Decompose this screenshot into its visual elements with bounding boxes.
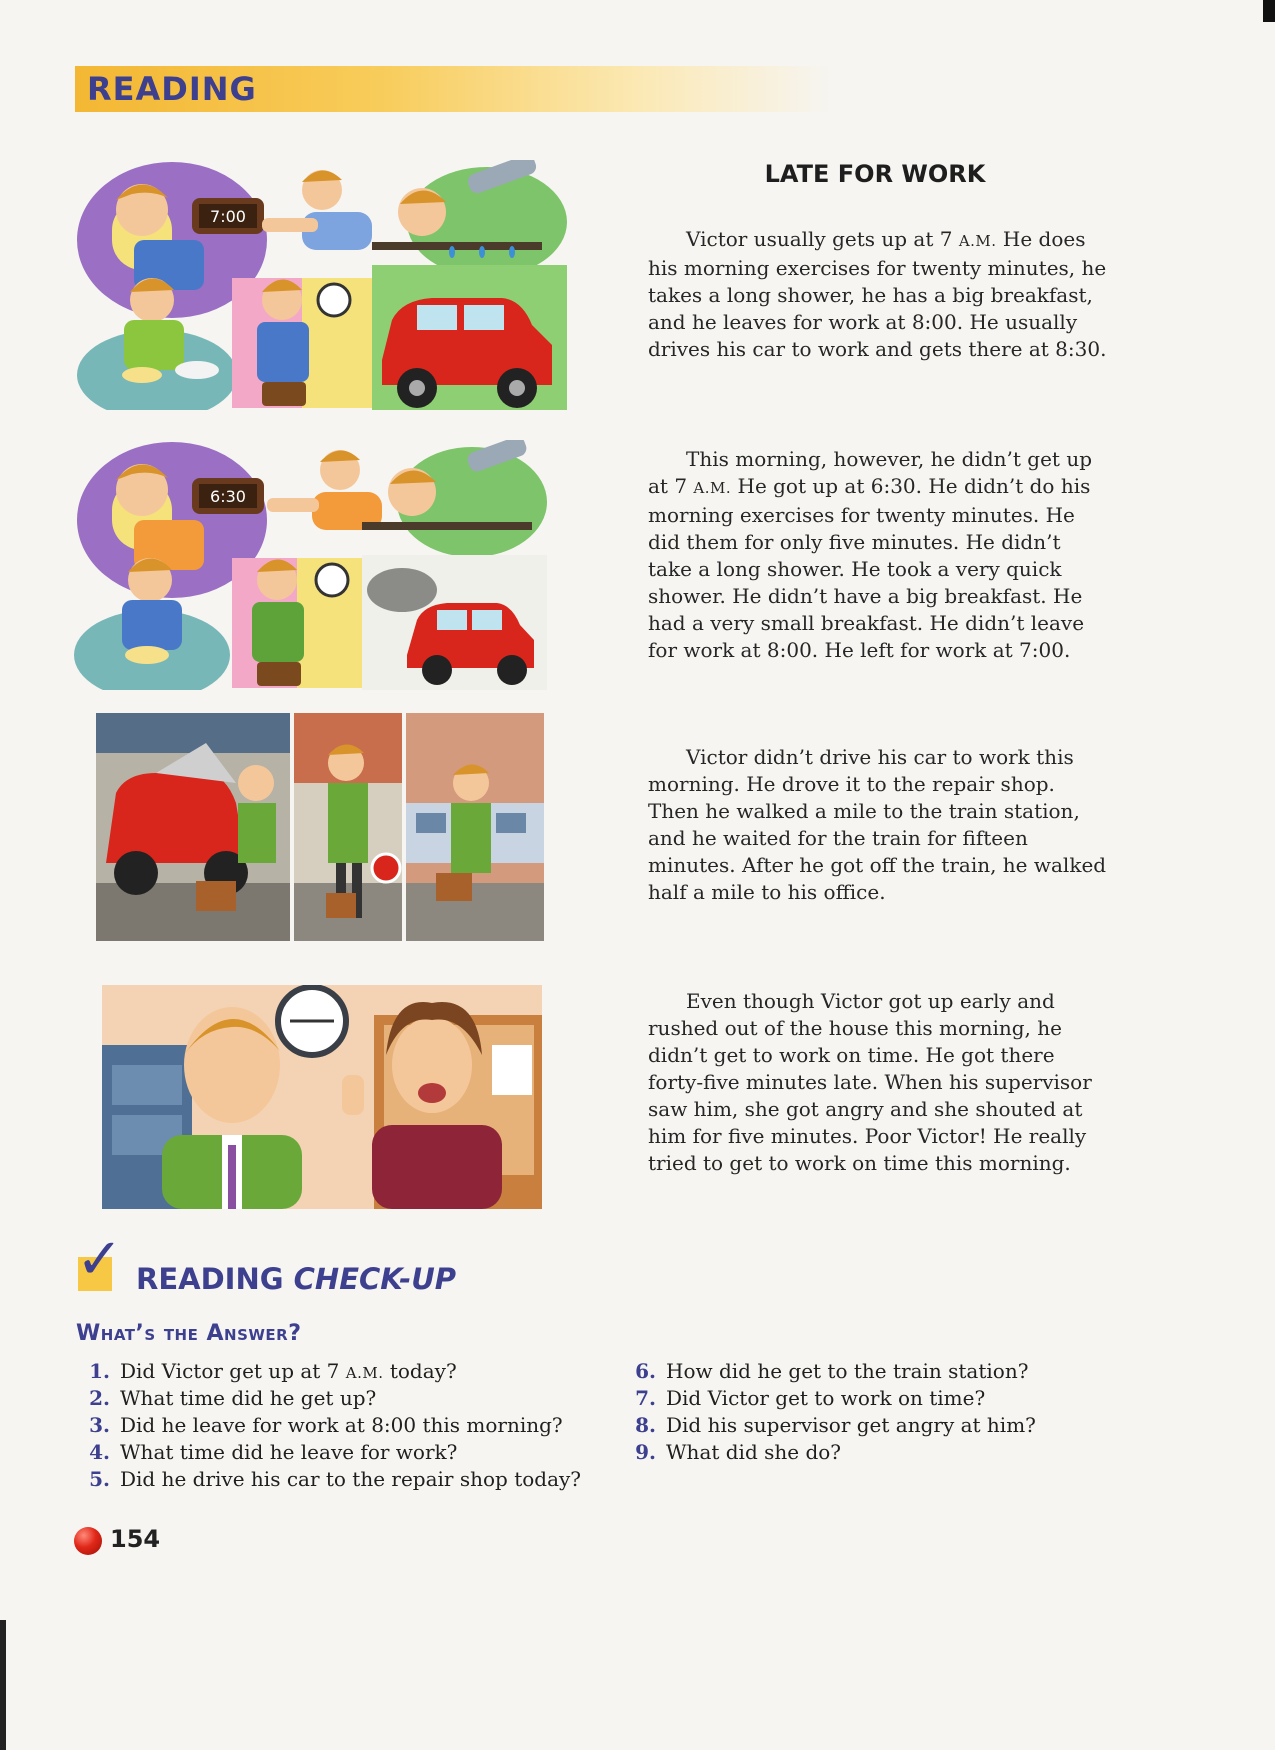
story-paragraph-2: This morning, however, he didn’t get up at 7 A.M. He got up at 6:30. He didn’t do his morning exercises for twenty minutes. He did them for only five minutes. He didn’t take a long shower. He took a very quick shower. He didn’t have a big breakfast. He had a very small breakfast. He didn’t leave for work at 8:00. He left for work at 7:00. bbox=[648, 447, 1092, 662]
question-item: 5. Did he drive his car to the repair shop today? bbox=[89, 1467, 582, 1491]
illustration-this-morning bbox=[72, 440, 547, 690]
page-edge-shadow bbox=[0, 1620, 6, 1750]
reading-checkup-title: READING CHECK-UP bbox=[136, 1262, 457, 1296]
red-dot-icon bbox=[74, 1527, 102, 1555]
question-item: 9. What did she do? bbox=[635, 1440, 842, 1464]
question-item: 2. What time did he get up? bbox=[89, 1386, 377, 1410]
alarm-clock-time-1: 7:00 bbox=[210, 207, 246, 226]
question-item: 4. What time did he leave for work? bbox=[89, 1440, 458, 1464]
story-title: LATE FOR WORK bbox=[764, 160, 986, 188]
question-item: 8. Did his supervisor get angry at him? bbox=[635, 1413, 1036, 1437]
whats-the-answer-subhead: What’s the Answer? bbox=[76, 1321, 302, 1346]
section-label: READING bbox=[87, 70, 257, 108]
illustration-office-supervisor bbox=[102, 985, 542, 1209]
check-mark-icon: ✓ bbox=[76, 1227, 123, 1292]
question-item: 3. Did he leave for work at 8:00 this morning? bbox=[89, 1413, 563, 1437]
story-paragraph-3: Victor didn’t drive his car to work this morning. He drove it to the repair shop. Then he walked a mile to the train station, and he waited for the train for fifteen minutes. After he got off the train, he walked half a mile to his office. bbox=[648, 745, 1107, 904]
section-header-band bbox=[75, 66, 835, 112]
questions-left-column bbox=[72, 1358, 581, 1493]
story-paragraph-4: Even though Victor got up early and rushed out of the house this morning, he didn’t get to work on time. He got there forty-five minutes late. When his supervisor saw him, she got angry and she shouted at him for five minutes. Poor Victor! He really tried to get to work on time this morning. bbox=[648, 989, 1092, 1175]
question-item: 1. Did Victor get up at 7 A.M. today? bbox=[89, 1359, 457, 1383]
page-number: 154 bbox=[110, 1525, 161, 1553]
illustration-commute-panels bbox=[96, 713, 544, 941]
alarm-clock-time-2: 6:30 bbox=[210, 487, 246, 506]
illustration-usual-morning bbox=[72, 160, 567, 410]
story-paragraph-1: Victor usually gets up at 7 A.M. He does his morning exercises for twenty minutes, he takes a long shower, he has a big breakfast, and he leaves for work at 8:00. He usually drives his car to work and gets there at 8:30. bbox=[648, 227, 1107, 361]
questions-right-column bbox=[618, 1358, 1036, 1466]
question-item: 6. How did he get to the train station? bbox=[635, 1359, 1029, 1383]
question-item: 7. Did Victor get to work on time? bbox=[635, 1386, 986, 1410]
page-corner-shadow bbox=[1263, 0, 1275, 22]
